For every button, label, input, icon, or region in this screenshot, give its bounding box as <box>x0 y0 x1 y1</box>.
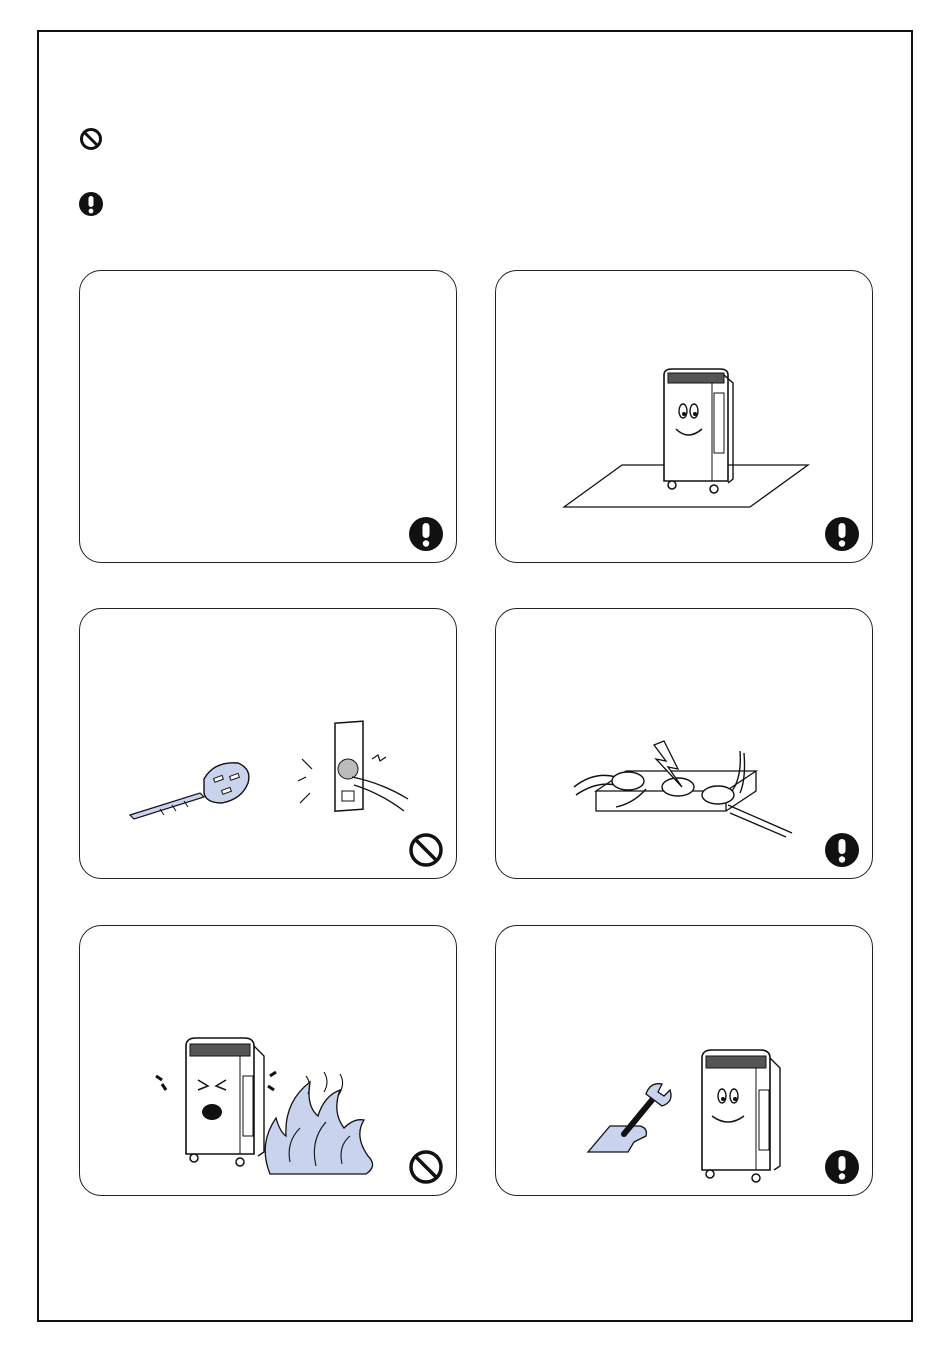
prohibition-icon <box>78 126 104 152</box>
mandatory-icon <box>824 516 860 552</box>
damaged-plug-and-socket-illustration <box>80 609 457 879</box>
warning-panel-3 <box>79 608 457 879</box>
overloaded-power-strip-illustration <box>496 609 873 879</box>
warning-panel-2 <box>495 270 873 563</box>
warning-panel-1 <box>79 270 457 563</box>
prohibition-icon <box>408 1149 444 1185</box>
mandatory-icon <box>78 191 104 217</box>
mandatory-icon <box>824 1149 860 1185</box>
mandatory-icon <box>824 832 860 868</box>
prohibition-icon <box>408 832 444 868</box>
warning-panel-5 <box>79 925 457 1196</box>
mandatory-icon <box>408 516 444 552</box>
warning-panel-6 <box>495 925 873 1196</box>
warning-panel-4 <box>495 608 873 879</box>
dehumidifier-near-fire-illustration <box>80 926 457 1196</box>
dehumidifier-on-level-floor-illustration <box>496 271 873 563</box>
wrench-service-dehumidifier-illustration <box>496 926 873 1196</box>
